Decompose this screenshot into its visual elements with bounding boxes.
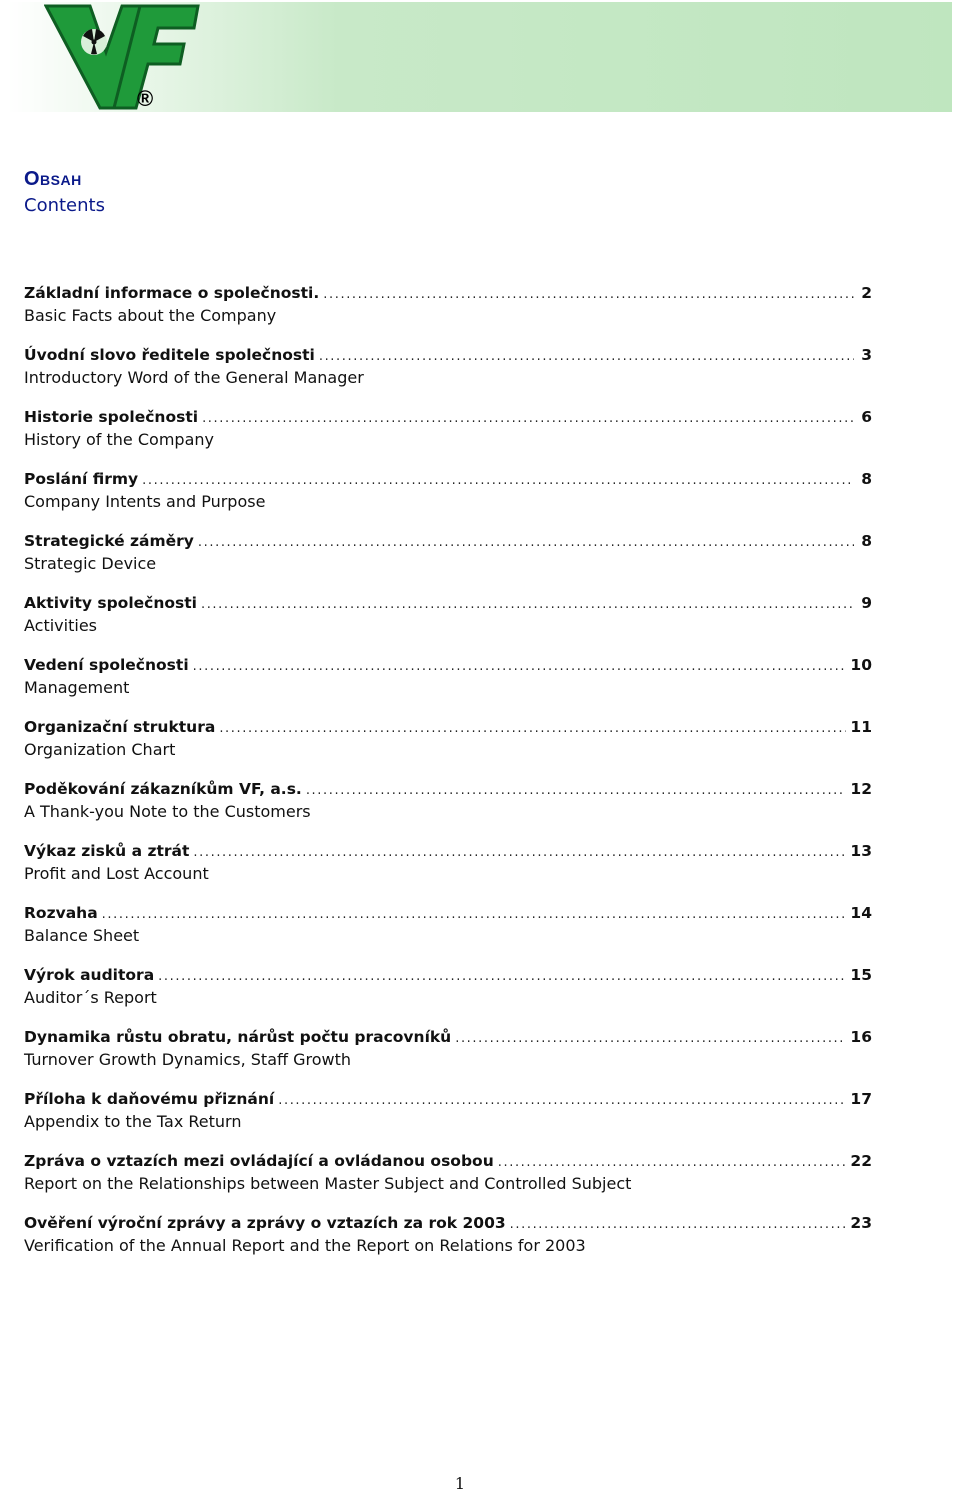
toc-entry-heading <box>24 408 872 430</box>
toc-entry[interactable] <box>24 532 872 594</box>
toc-entry-title-cz: Zpráva o vztazích mezi ovládající a ovládanou osobou <box>24 1152 494 1170</box>
toc-entry[interactable] <box>24 1152 872 1214</box>
toc-entry-title-en: Activities <box>24 616 97 635</box>
toc-entry[interactable] <box>24 904 872 966</box>
toc-entry-title-cz: Výrok auditora <box>24 966 155 984</box>
dot-leader <box>158 969 846 984</box>
toc-entry-title-en: Introductory Word of the General Manager <box>24 368 364 387</box>
toc-entry[interactable] <box>24 1028 872 1090</box>
toc-entry-title-cz: Organizační struktura <box>24 718 216 736</box>
toc-entry-heading <box>24 1028 872 1050</box>
toc-entry-title-en: History of the Company <box>24 430 214 449</box>
toc-entry-page: 3 <box>861 346 872 364</box>
toc-entry-title-en: Profit and Lost Account <box>24 864 209 883</box>
toc-entry-heading <box>24 842 872 864</box>
dot-leader <box>219 721 846 736</box>
heading-cz: Obsah <box>24 168 82 190</box>
toc-entry-title-en: Management <box>24 678 130 697</box>
toc-entry-title-en: Strategic Device <box>24 554 157 573</box>
toc-entry-title-cz: Dynamika růstu obratu, nárůst počtu pracovníků <box>24 1028 452 1046</box>
toc-entry-heading <box>24 1214 872 1236</box>
toc-entry[interactable] <box>24 718 872 780</box>
toc-entry[interactable] <box>24 470 872 532</box>
toc-entry-title-en: Company Intents and Purpose <box>24 492 266 511</box>
page-number: 1 <box>454 1474 466 1493</box>
dot-leader <box>102 907 847 922</box>
toc-entry-page: 17 <box>850 1090 872 1108</box>
toc-entry-heading <box>24 346 872 368</box>
toc-entry-title-en: Turnover Growth Dynamics, Staff Growth <box>24 1050 352 1069</box>
toc-entry-title-en: Report on the Relationships between Master Subject and Controlled Subject <box>24 1174 632 1193</box>
toc-entry-heading <box>24 904 872 926</box>
toc-entry-heading <box>24 532 872 554</box>
toc-entry-page: 12 <box>850 780 872 798</box>
table-of-contents <box>24 284 872 1276</box>
toc-entry-title-en: A Thank-you Note to the Customers <box>24 802 311 821</box>
toc-entry-page: 11 <box>850 718 872 736</box>
toc-entry-title-cz: Historie společnosti <box>24 408 199 426</box>
toc-entry-page: 14 <box>850 904 872 922</box>
toc-entry-title-en: Organization Chart <box>24 740 176 759</box>
toc-entry[interactable] <box>24 966 872 1028</box>
toc-entry-heading <box>24 780 872 802</box>
dot-leader <box>201 597 854 612</box>
registered-trademark: ® <box>137 86 154 111</box>
toc-entry-title-en: Appendix to the Tax Return <box>24 1112 242 1131</box>
toc-entry-page: 10 <box>850 656 872 674</box>
dot-leader <box>319 349 854 364</box>
toc-entry[interactable] <box>24 284 872 346</box>
toc-entry-title-cz: Aktivity společnosti <box>24 594 197 612</box>
dot-leader <box>142 473 854 488</box>
toc-entry[interactable] <box>24 346 872 408</box>
toc-entry-page: 23 <box>850 1214 872 1232</box>
toc-entry-title-cz: Poděkování zákazníkům VF, a.s. <box>24 780 302 798</box>
dot-leader <box>198 535 854 550</box>
toc-entry-title-cz: Poslání firmy <box>24 470 139 488</box>
toc-entry-title-en: Verification of the Annual Report and the Report on Relations for 2003 <box>24 1236 586 1255</box>
toc-entry-title-cz: Rozvaha <box>24 904 98 922</box>
toc-entry-page: 8 <box>861 470 872 488</box>
toc-entry-title-cz: Vedení společnosti <box>24 656 189 674</box>
toc-entry-page: 16 <box>850 1028 872 1046</box>
toc-entry-heading <box>24 1152 872 1174</box>
toc-entry-title-cz: Výkaz zisků a ztrát <box>24 842 190 860</box>
toc-entry-title-en: Basic Facts about the Company <box>24 306 277 325</box>
toc-entry-heading <box>24 656 872 678</box>
toc-entry-heading <box>24 966 872 988</box>
toc-entry-page: 9 <box>861 594 872 612</box>
toc-entry-page: 22 <box>850 1152 872 1170</box>
toc-entry[interactable] <box>24 408 872 470</box>
radiation-symbol-icon <box>81 29 107 55</box>
dot-leader <box>510 1217 847 1232</box>
toc-entry-heading <box>24 718 872 740</box>
vf-logo <box>44 4 200 114</box>
toc-entry-title-en: Balance Sheet <box>24 926 140 945</box>
contents-heading <box>24 168 105 216</box>
dot-leader <box>278 1093 846 1108</box>
toc-entry-page: 13 <box>850 842 872 860</box>
toc-entry-page: 2 <box>861 284 872 302</box>
dot-leader <box>193 659 847 674</box>
toc-entry-title-en: Auditor´s Report <box>24 988 157 1007</box>
toc-entry-heading <box>24 470 872 492</box>
toc-entry-title-cz: Strategické záměry <box>24 532 194 550</box>
dot-leader <box>306 783 847 798</box>
toc-entry-heading <box>24 284 872 306</box>
toc-entry[interactable] <box>24 1090 872 1152</box>
heading-en: Contents <box>24 195 105 216</box>
toc-entry-title-cz: Základní informace o společnosti. <box>24 284 320 302</box>
dot-leader <box>323 287 854 302</box>
toc-entry[interactable] <box>24 1214 872 1276</box>
toc-entry-title-cz: Příloha k daňovému přiznání <box>24 1090 275 1108</box>
dot-leader <box>202 411 854 426</box>
toc-entry-page: 15 <box>850 966 872 984</box>
toc-entry-title-cz: Úvodní slovo ředitele společnosti <box>24 346 315 364</box>
dot-leader <box>498 1155 847 1170</box>
toc-entry[interactable] <box>24 780 872 842</box>
toc-entry-heading <box>24 594 872 616</box>
toc-entry-page: 6 <box>861 408 872 426</box>
toc-entry[interactable] <box>24 842 872 904</box>
dot-leader <box>193 845 846 860</box>
toc-entry-page: 8 <box>861 532 872 550</box>
toc-entry-title-cz: Ověření výroční zprávy a zprávy o vztazích za rok 2003 <box>24 1214 506 1232</box>
dot-leader <box>455 1031 846 1046</box>
toc-entry[interactable] <box>24 656 872 718</box>
toc-entry-heading <box>24 1090 872 1112</box>
toc-entry[interactable] <box>24 594 872 656</box>
